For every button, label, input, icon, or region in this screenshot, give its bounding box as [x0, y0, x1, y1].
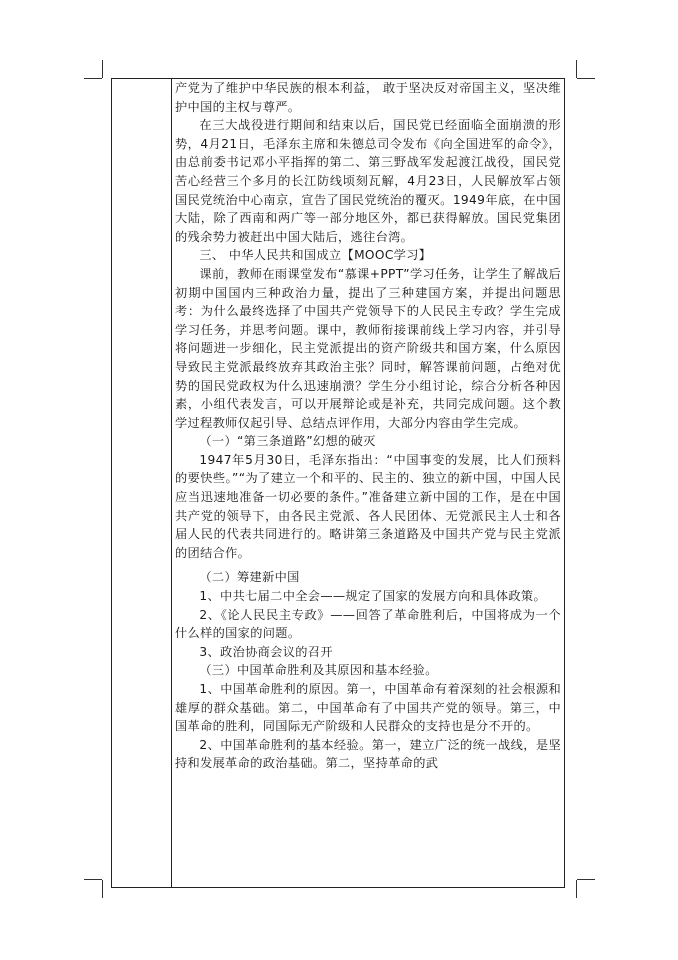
table-column-divider: [171, 78, 172, 888]
paragraph-1: 产党为了维护中华民族的根本利益， 敢于坚决反对帝国主义，坚决维护中国的主权与尊严。: [175, 81, 561, 114]
paragraph-12: 1、中国革命胜利的原因。第一，中国革命有着深刻的社会根源和雄厚的群众基础。第二，中国革命有了中国共产党的领导。第三，中国革命的胜利，同国际无产阶级和人民群众的支持也是分不开的。: [175, 682, 561, 734]
crop-mark-top-left-horizontal: [84, 78, 102, 79]
crop-mark-bottom-left-horizontal: [84, 879, 102, 880]
table-content-cell: [175, 79, 561, 887]
crop-mark-bottom-right-horizontal: [577, 879, 595, 880]
crop-mark-bottom-right-vertical: [576, 880, 577, 898]
paragraph-9: 2、《论人民民主专政》——回答了革命胜利后，中国将成为一个什么样的国家的问题。: [175, 607, 561, 641]
crop-mark-bottom-left-vertical: [102, 880, 103, 898]
crop-mark-top-left-vertical: [102, 60, 103, 78]
paragraph-6: 1947年5月30日，毛泽东指出：“中国事变的发展，比人们预料的要快些。”“为了建立一个和平的、民主的、独立的新中国，中国人民应当迅速地准备一切必要的条件。”准备建立新中国的工作，是在中国共产党的领导下，由各民主党派、各人民团体、无党派民主人士和各届人民的代表共同进行的。略讲第三条道路及中国共产党与民主党派的团结合作。: [175, 452, 561, 560]
crop-mark-top-right-horizontal: [577, 78, 595, 79]
subheading-1: （一）“第三条道路”幻想的破灭: [199, 434, 376, 449]
paragraph-10: 3、政治协商会议的召开: [199, 644, 333, 659]
section-heading: 三、 中华人民共和国成立【MOOC学习】: [199, 248, 432, 263]
paragraph-13: 2、中国革命胜利的基本经验。第一，建立广泛的统一战线，是坚持和发展革命的政治基础。第二，坚持革命的武: [175, 737, 561, 771]
paragraph-8: 1、中共七届二中全会——规定了国家的发展方向和具体政策。: [199, 589, 547, 604]
subheading-3: （三）中国革命胜利及其原因和基本经验。: [199, 663, 438, 678]
paragraph-4: 课前，教师在雨课堂发布“慕课+PPT”学习任务，让学生了解战后初期中国国内三种政治力量，提出了三种建国方案，并提出问题思考：为什么最终选择了中国共产党领导下的人民民主专政？学生完成学习任务，并思考问题。课中，教师衔接课前线上学习内容，并引导将问题进一步细化，民主党派提出的资产阶级共和国方案，什么原因导致民主党派最终放弃其政治主张？同时，解答课前问题，占绝对优势的国民党政权为什么迅速崩溃？学生分小组讨论，综合分析各种因素，小组代表发言，可以开展辩论或是补充，共同完成问题。这个教学过程教师仅起引导、总结点评作用，大部分内容由学生完成。: [175, 266, 561, 430]
subheading-2: （二）筹建新中国: [199, 570, 300, 585]
crop-mark-top-right-vertical: [576, 60, 577, 78]
paragraph-2: 在三大战役进行期间和结束以后，国民党已经面临全面崩溃的形势，4月21日，毛泽东主席和朱德总司令发布《向全国进军的命令》，由总前委书记邓小平指挥的第二、第三野战军发起渡江战役，国民党苦心经营三个多月的长江防线顷刻瓦解，4月23日，人民解放军占领国民党统治中心南京，宣告了国民党统治的覆灭。1949年底，在中国大陆，除了西南和两广等一部分地区外，都已获得解放。国民党集团的残余势力被赶出中国大陆后，逃往台湾。: [175, 118, 561, 244]
